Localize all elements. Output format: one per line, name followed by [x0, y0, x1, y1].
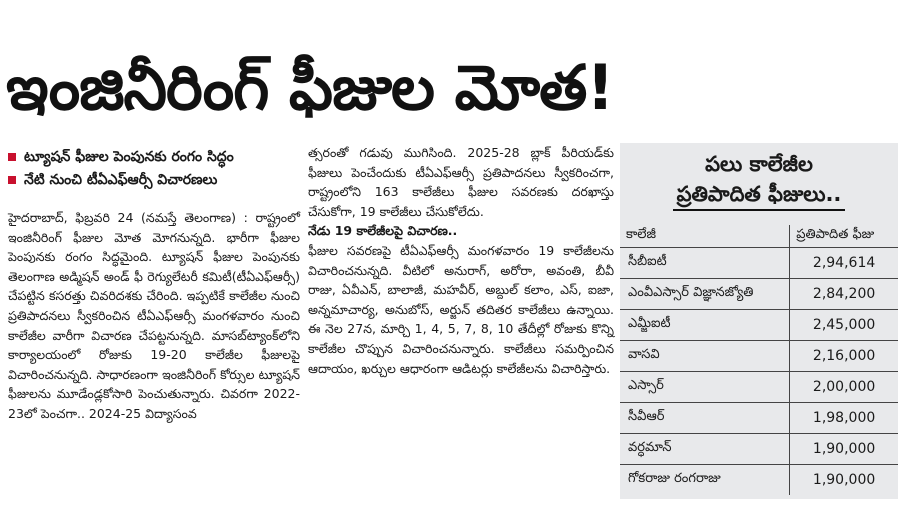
table-row	[620, 403, 898, 434]
bullet-point	[8, 169, 300, 192]
table-row	[620, 248, 898, 279]
bullet-square-icon	[8, 153, 16, 161]
table-row	[620, 341, 898, 372]
proposed-fee: 1,90,000	[790, 465, 898, 496]
sub-heading: నేడు 19 కాలేజీలపై విచారణ..	[308, 223, 458, 239]
bullet-text: ట్యూషన్ ఫీజుల పెంపునకు రంగం సిద్ధం	[24, 149, 234, 165]
table-row	[620, 310, 898, 341]
college-name: ఎస్సార్	[620, 372, 790, 403]
proposed-fee: 2,84,200	[790, 279, 898, 310]
article-body: హైదరాబాద్, ఫిబ్రవరి 24 (నమస్తే తెలంగాణ) : రాష్ట్రంలో ఇంజినీరింగ్ ఫీజుల మోత మోగనున్నది. భారీగా ఫీజుల పెంపునకు రంగం సిద్ధమైంది. ట్యూషన్ ఫీజుల పెంపునకు తెలంగాణ అడ్మిషన్ అండ్ ఫీ రెగ్యులేటరీ కమిటీ(టీఏఎఫ్‌ఆర్సీ) చేపట్టిన కసరత్తు చివరిదశకు చేరింది. ఇప్పటికే కాలేజీల నుంచి ప్రతిపాదనలు స్వీకరించిన టీఏఎఫ్‌ఆర్సీ మంగళవారం నుంచి కాలేజీల వారీగా విచారణ చేపట్టనున్నది. మాసబ్‌ట్యాంక్‌లోని కార్యాలయంలో రోజుకు 19-20 కాలేజీల ఫీజులపై విచారించనున్నది. సాధారణంగా ఇంజినీరింగ్ కోర్సుల ట్యూషన్ ఫీజులను మూడేండ్లకోసారి పెంచుతున్నారు. చివరగా 2022-23లో పెంచగా.. 2024-25 విద్యాసంవ	[8, 210, 300, 421]
table-row	[620, 434, 898, 465]
table-row	[620, 279, 898, 310]
fees-sidebar	[620, 143, 898, 499]
bullet-text: నేటి నుంచి టీఏఎఫ్‌ఆర్సీ విచారణలు	[24, 172, 218, 188]
college-name: సీబీఐటీ	[620, 248, 790, 279]
article-column-1	[8, 146, 300, 424]
proposed-fee: 2,16,000	[790, 341, 898, 372]
college-name: సీవీఆర్	[620, 403, 790, 434]
sidebar-title	[620, 149, 898, 211]
article-body: ఫీజుల సవరణపై టీఏఎఫ్‌ఆర్సీ మంగళవారం 19 కాలేజీలను విచారించనున్నది. వీటిలో అనురాగ్, అరోరా, అవంతి, బీవీ రాజు, ఏవీఎన్, బాలాజీ, మహవీర్, అబ్దుల్ కలాం, ఎస్, ఐజా, అన్నమాచార్య, అనుబోస్, అర్జున్ తదితర కాలేజీలు ఉన్నాయి. ఈ నెల 27న, మార్చి 1, 4, 5, 7, 8, 10 తేదీల్లో రోజుకు కొన్ని కాలేజీల చొప్పున విచారించనున్నారు. కాలేజీలు సమర్పించిన ఆదాయం, ఖర్చుల ఆధారంగా ఆడిటర్లు కాలేజీలను విచారిస్తారు.	[308, 242, 614, 376]
college-name: గోకరాజు రంగరాజు	[620, 465, 790, 496]
column-header-fee: ప్రతిపాదిత ఫీజు	[790, 225, 898, 248]
article-body: త్సరంతో గడువు ముగిసింది. 2025-28 బ్లాక్ పీరియడ్‌కు ఫీజులు పెంచేందుకు టీఏఎఫ్‌ఆర్సీ ప్రతిపాదనలు స్వీకరించగా, రాష్ట్రంలోని 163 కాలేజీలు ఫీజుల సవరణకు దరఖాస్తు చేసుకోగా, 19 కాలేజీలు చేసుకోలేదు.	[308, 145, 614, 219]
college-name: వర్ధమాన్	[620, 434, 790, 465]
college-name: ఎమ్జీఐటీ	[620, 310, 790, 341]
article-column-2	[308, 143, 614, 378]
sidebar-title-line2: ప్రతిపాదిత ఫీజులు..	[673, 179, 846, 211]
bullet-point	[8, 146, 300, 169]
bullet-square-icon	[8, 176, 16, 184]
college-name: వాసవి	[620, 341, 790, 372]
sidebar-title-line1: పలు కాలేజీల	[705, 152, 813, 176]
table-row	[620, 465, 898, 496]
proposed-fee: 2,00,000	[790, 372, 898, 403]
proposed-fee: 2,94,614	[790, 248, 898, 279]
column-header-college: కాలేజీ	[620, 225, 790, 248]
proposed-fee: 1,98,000	[790, 403, 898, 434]
headline: ఇంజినీరింగ్ ఫీజుల మోత!	[6, 51, 614, 124]
fees-table	[620, 225, 898, 495]
table-row	[620, 372, 898, 403]
table-header-row	[620, 225, 898, 248]
college-name: ఎంవీఎస్సార్ విజ్ఞానజ్యోతి	[620, 279, 790, 310]
proposed-fee: 1,90,000	[790, 434, 898, 465]
proposed-fee: 2,45,000	[790, 310, 898, 341]
